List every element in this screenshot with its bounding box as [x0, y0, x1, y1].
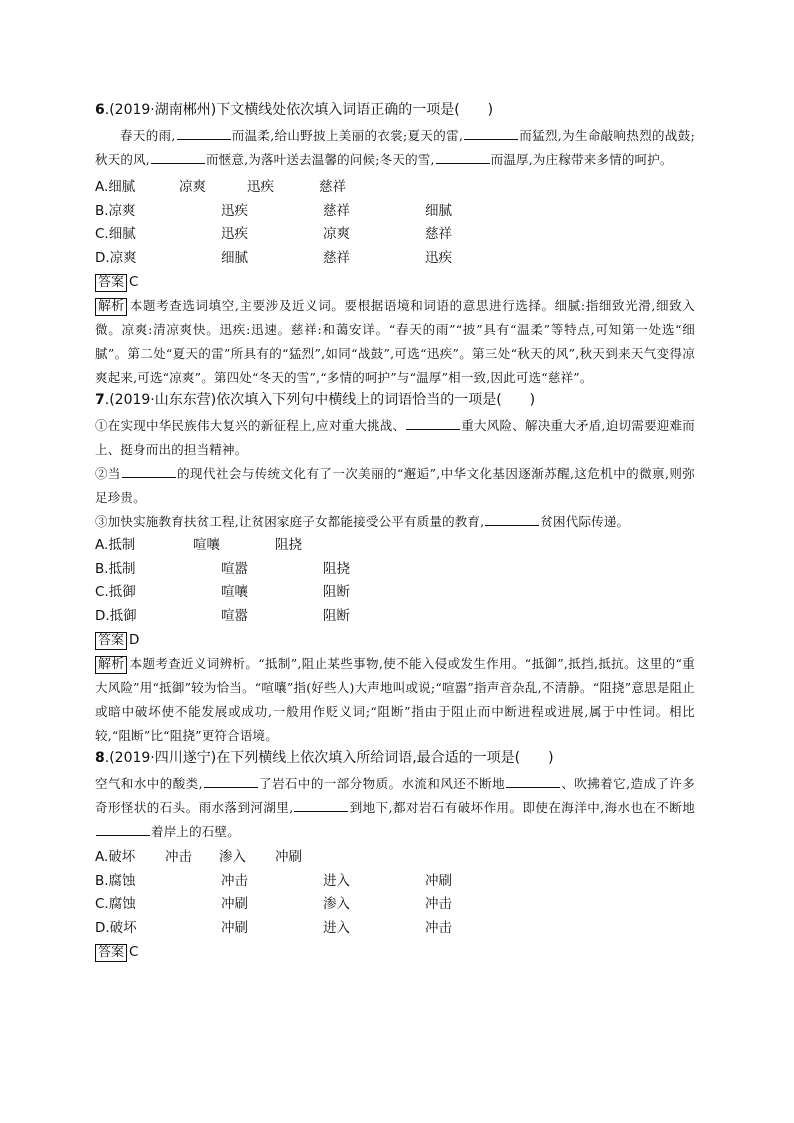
option-c: C.抵御 喧嚷 阻断: [95, 584, 350, 600]
option-d: D.抵御 喧嚣 阻断: [95, 607, 350, 624]
question-8-heading: [95, 748, 695, 768]
option-b: B.凉爽 迅疾 慈祥 细腻: [95, 202, 452, 219]
explanation: 解析 本题考查选词填空,主要涉及近义词。要根据语境和词语的意思进行选择。细腻:指细致光滑,细致入微。凉爽:清凉爽快。迅疾:迅速。慈祥:和蔼安详。“春天的雨”“披”具有“温柔”等特点,可知第一处选“细腻”。第二处“夏天的雷”所具有的“猛烈”,如同“战鼓”,可选“迅疾”。第三处“秋天的风”,秋天到来天气变得凉爽起来,可选“凉爽”。第四处“冬天的雪”,“多情的呵护”与“温厚”相一致,因此可选“慈祥”。: [95, 298, 695, 385]
fill-blank: [406, 416, 460, 430]
question-number: 7: [95, 392, 105, 408]
option-a: A.破坏 冲击 渗入 冲刷: [95, 849, 302, 865]
fill-blank: [436, 150, 490, 164]
option-d: D.破坏 冲刷 进入 冲击: [95, 919, 452, 936]
fill-blank: [204, 774, 258, 788]
option-a: A.抵制 喧嚷 阻挠: [95, 537, 302, 553]
question-number: 8: [95, 750, 105, 766]
sentence-2: ②当 的现代社会与传统文化有了一次美丽的“邂逅”,中华文化基因逐渐苏醒,这危机中的微禀,则弥足珍贵。: [95, 466, 695, 505]
fill-blank: [294, 798, 348, 812]
question-7-heading: [95, 390, 695, 410]
answer-tag: 答案: [95, 944, 127, 962]
question-6-passage: 春天的雨, 而温柔,给山野披上美丽的衣裳;夏天的雷, 而猛烈,为生命敲响热烈的战鼓;秋天的风, 而惬意,为落叶送去温馨的问候;冬天的雪, 而温厚,为庄稼带来多情的呵护。: [95, 128, 695, 167]
question-source: .(2019·山东东营): [104, 392, 217, 408]
sentence-1: ①在实现中华民族伟大复兴的新征程上,应对重大挑战、 重大风险、解决重大矛盾,迫切需要迎难而上、挺身而出的担当精神。: [95, 418, 695, 457]
option-b: B.抵制 喧嚣 阻挠: [95, 560, 350, 577]
fill-blank: [485, 512, 539, 526]
explanation-tag: 解析: [95, 298, 127, 316]
fill-blank: [151, 150, 205, 164]
option-a: A.细腻 凉爽 迅疾 慈祥: [95, 179, 346, 195]
fill-blank: [122, 464, 176, 478]
fill-blank: [506, 774, 560, 788]
answer-tag: 答案: [95, 632, 127, 650]
question-number: 6: [95, 102, 105, 118]
answer-value: C: [129, 274, 139, 290]
answer-tag: 答案: [95, 274, 127, 292]
answer-line: [95, 628, 695, 652]
question-prompt: 在下列横线上依次填入所给词语,最合适的一项是( ): [216, 750, 554, 766]
answer-value: D: [129, 632, 140, 648]
question-6-heading: [95, 100, 695, 120]
answer-line: [95, 270, 695, 294]
question-source: .(2019·四川遂宁): [104, 750, 217, 766]
explanation-tag: 解析: [95, 656, 127, 674]
question-prompt: 下文横线处依次填入词语正确的一项是( ): [216, 102, 494, 118]
explanation: 解析 本题考查近义词辨析。“抵制”,阻止某些事物,使不能入侵或发生作用。“抵御”,抵挡,抵抗。这里的“重大风险”用“抵御”较为恰当。“喧嚷”指(好些人)大声地叫或说;“喧嚣”指声音杂乱,不清静。“阻挠”意思是阻止或暗中破坏使不能发展或成功,一般用作贬义词;“阻断”指由于阻止而中断进程或进展,属于中性词。相比较,“阻断”比“阻挠”更符合语境。: [95, 656, 695, 743]
sentence-3: ③加快实施教育扶贫工程,让贫困家庭子女都能接受公平有质量的教育, 贫困代际传递。: [95, 514, 630, 529]
fill-blank: [96, 822, 150, 836]
answer-value: C: [129, 944, 139, 960]
fill-blank: [464, 126, 518, 140]
exercise-page: [95, 98, 695, 964]
answer-line: [95, 940, 695, 964]
option-c: C.细腻 迅疾 凉爽 慈祥: [95, 226, 452, 242]
question-source: .(2019·湖南郴州): [104, 102, 217, 118]
option-c: C.腐蚀 冲刷 渗入 冲击: [95, 896, 452, 912]
question-8-passage: 空气和水中的酸类, 了岩石中的一部分物质。水流和风还不断地 、吹拂着它,造成了许多奇形怪状的石头。雨水落到河湖里, 到地下,都对岩石有破坏作用。即使在海洋中,海水也在不断地着岸上的石壁。: [95, 776, 695, 839]
question-prompt: 依次填入下列句中横线上的词语恰当的一项是( ): [216, 392, 536, 408]
option-b: B.腐蚀 冲击 进入 冲刷: [95, 872, 452, 889]
option-d: D.凉爽 细腻 慈祥 迅疾: [95, 249, 452, 266]
fill-blank: [177, 126, 231, 140]
